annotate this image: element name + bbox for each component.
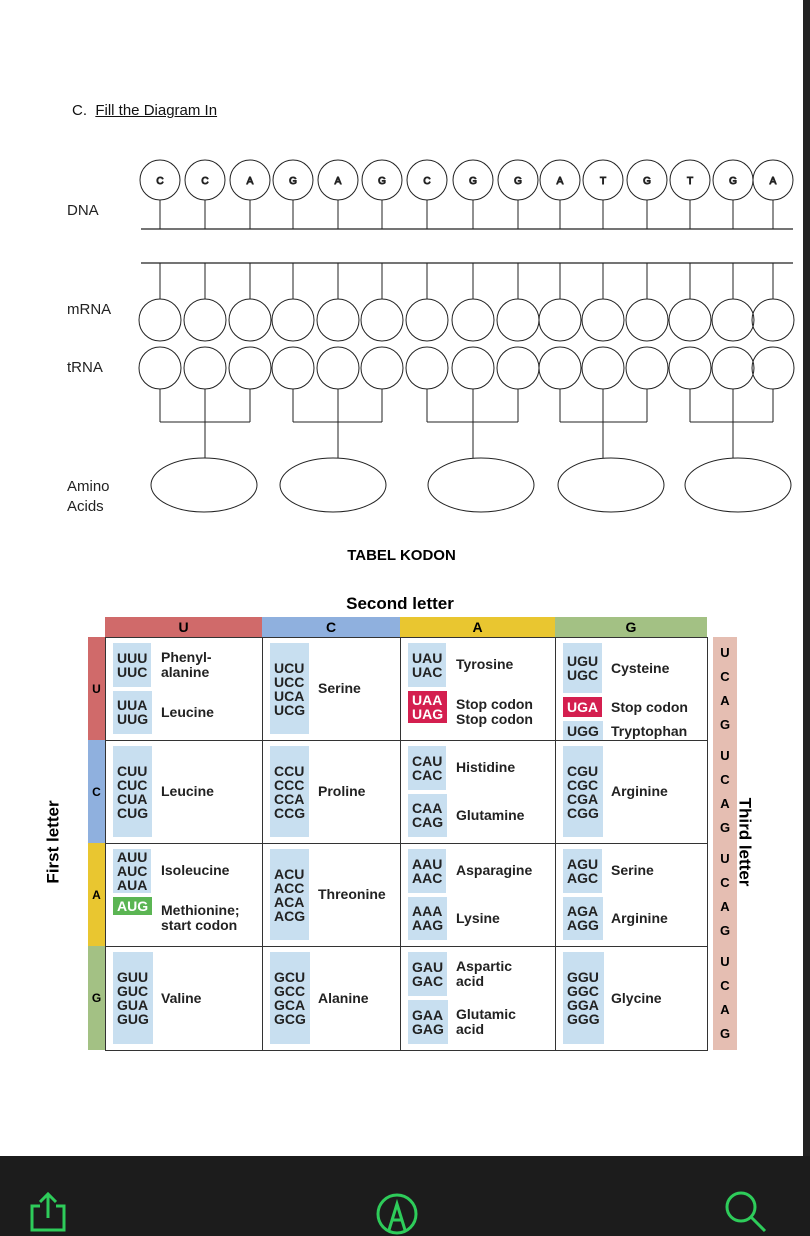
codon-box: UAA UAG bbox=[408, 691, 447, 723]
second-letter-header-U: U bbox=[105, 617, 262, 637]
third-letter-A: A bbox=[720, 693, 730, 708]
third-letter-C: C bbox=[720, 772, 730, 787]
codon-box: GUU GUC GUA GUG bbox=[113, 952, 153, 1044]
trna-blank-circle bbox=[229, 347, 271, 389]
amino-acid-name: Valine bbox=[161, 989, 202, 1006]
mrna-blank-circle bbox=[497, 299, 539, 341]
amino-acid-name: Leucine bbox=[161, 783, 214, 799]
amino-acid-name: Proline bbox=[318, 783, 366, 799]
codon-box: AUG bbox=[113, 897, 152, 915]
trna-blank-circle bbox=[406, 347, 448, 389]
third-letter-C: C bbox=[720, 978, 730, 993]
dna-base-label: C bbox=[201, 176, 209, 187]
dna-diagram bbox=[0, 0, 803, 530]
codon-box: ACU ACC ACA ACG bbox=[270, 849, 309, 940]
dna-base-label: G bbox=[514, 176, 522, 187]
mrna-blank-circle bbox=[317, 299, 359, 341]
dna-base-label: A bbox=[556, 176, 564, 187]
third-letter-G: G bbox=[719, 820, 731, 835]
amino-acid-name: Stop codon Stop codon bbox=[456, 696, 533, 728]
search-icon[interactable] bbox=[724, 1190, 768, 1234]
amino-acid-name: Cysteine bbox=[611, 659, 670, 676]
trna-blank-circle bbox=[712, 347, 754, 389]
mrna-blank-circle bbox=[582, 299, 624, 341]
mrna-blank-circle bbox=[712, 299, 754, 341]
mrna-label: mRNA bbox=[67, 301, 112, 318]
codon-box: AAU AAC bbox=[408, 849, 446, 893]
codon-box: UGU UGC bbox=[563, 643, 602, 693]
trna-blank-circle bbox=[497, 347, 539, 389]
screen-edge bbox=[803, 0, 810, 1156]
codon-box: AAA AAG bbox=[408, 897, 447, 941]
amino-acid-name: Phenyl- alanine bbox=[161, 648, 212, 680]
amino-acid-name: Glycine bbox=[611, 989, 662, 1006]
third-letter-U: U bbox=[720, 645, 730, 660]
third-letter-G: G bbox=[719, 1026, 731, 1041]
trna-blank-circle bbox=[452, 347, 494, 389]
third-letter-A: A bbox=[720, 796, 730, 811]
markup-icon[interactable] bbox=[375, 1192, 419, 1236]
amino-acid-name: Glutamic acid bbox=[456, 1006, 516, 1037]
amino-acid-blank-oval bbox=[558, 458, 664, 512]
amino-acid-name: Serine bbox=[318, 680, 361, 696]
codon-box: UUA UUG bbox=[113, 691, 152, 735]
third-letter-U: U bbox=[720, 748, 730, 763]
mrna-blank-circle bbox=[406, 299, 448, 341]
first-letter-label: First letter bbox=[43, 800, 63, 884]
codon-box: AUU AUC AUA bbox=[113, 849, 151, 893]
amino-acid-name: Glutamine bbox=[456, 806, 525, 823]
codon-box: GCU GCC GCA GCG bbox=[270, 952, 310, 1044]
amino-label: Amino bbox=[67, 478, 110, 495]
trna-blank-circle bbox=[272, 347, 314, 389]
amino-acid-name: Asparagine bbox=[456, 862, 533, 879]
mrna-blank-circle bbox=[272, 299, 314, 341]
amino-acid-name: Arginine bbox=[611, 909, 668, 926]
dna-base-label: A bbox=[334, 176, 342, 187]
dna-base-label: A bbox=[769, 176, 777, 187]
section-title: C. Fill the Diagram In bbox=[72, 102, 218, 119]
mrna-blank-circle bbox=[361, 299, 403, 341]
amino-acid-blank-oval bbox=[280, 458, 386, 512]
acids-label: Acids bbox=[67, 498, 104, 515]
second-letter-header-G: G bbox=[555, 617, 707, 637]
codon-box: AGU AGC bbox=[563, 849, 602, 893]
first-letter-U: U bbox=[88, 637, 105, 740]
codon-box: UGG bbox=[563, 721, 603, 741]
mrna-blank-circle bbox=[139, 299, 181, 341]
trna-blank-circle bbox=[626, 347, 668, 389]
third-letter-A: A bbox=[720, 1002, 730, 1017]
dna-base-label: G bbox=[378, 176, 386, 187]
amino-acid-name: Lysine bbox=[456, 909, 500, 926]
third-letter-G: G bbox=[719, 923, 731, 938]
amino-acid-name: Threonine bbox=[318, 886, 386, 902]
trna-blank-circle bbox=[361, 347, 403, 389]
third-letter-U: U bbox=[720, 954, 730, 969]
codon-box: CCU CCC CCA CCG bbox=[270, 746, 309, 837]
amino-acid-blank-oval bbox=[428, 458, 534, 512]
trna-blank-circle bbox=[582, 347, 624, 389]
dna-base-label: G bbox=[643, 176, 651, 187]
share-icon[interactable] bbox=[28, 1192, 68, 1232]
codon-box: GAU GAC bbox=[408, 952, 447, 996]
dna-base-label: G bbox=[469, 176, 477, 187]
mrna-blank-circle bbox=[669, 299, 711, 341]
amino-acid-name: Histidine bbox=[456, 759, 516, 776]
codon-box: AGA AGG bbox=[563, 897, 603, 941]
trna-blank-circle bbox=[317, 347, 359, 389]
amino-acid-name: Tyrosine bbox=[456, 656, 514, 673]
third-letter-column bbox=[713, 637, 737, 1050]
mrna-blank-circle bbox=[184, 299, 226, 341]
dna-base-label: T bbox=[686, 176, 694, 187]
trna-blank-circle bbox=[752, 347, 794, 389]
amino-acid-name: Stop codon bbox=[611, 698, 688, 715]
first-letter-C: C bbox=[88, 740, 105, 843]
amino-acid-name: Methionine; start codon bbox=[161, 902, 240, 934]
trna-blank-circle bbox=[139, 347, 181, 389]
mrna-blank-circle bbox=[626, 299, 668, 341]
second-letter-header-A: A bbox=[400, 617, 555, 637]
dna-base-label: T bbox=[599, 176, 607, 187]
table-title: TABEL KODON bbox=[347, 547, 456, 564]
amino-acid-name: Isoleucine bbox=[161, 862, 230, 879]
trna-blank-circle bbox=[669, 347, 711, 389]
dna-base-label: G bbox=[289, 176, 297, 187]
third-letter-U: U bbox=[720, 851, 730, 866]
mrna-blank-circle bbox=[752, 299, 794, 341]
trna-blank-circle bbox=[539, 347, 581, 389]
amino-acid-blank-oval bbox=[151, 458, 257, 512]
codon-box: CGU CGC CGA CGG bbox=[563, 746, 603, 837]
amino-acid-name: Aspartic acid bbox=[456, 958, 513, 989]
codon-box: CAU CAC bbox=[408, 746, 446, 790]
codon-box: CUU CUC CUA CUG bbox=[113, 746, 152, 837]
codon-box: GGU GGC GGA GGG bbox=[563, 952, 604, 1044]
mrna-blank-circle bbox=[452, 299, 494, 341]
amino-acid-name: Alanine bbox=[318, 989, 369, 1006]
dna-label: DNA bbox=[67, 202, 99, 219]
bottom-toolbar bbox=[0, 1156, 810, 1236]
codon-box: CAA CAG bbox=[408, 794, 447, 838]
dna-base-label: A bbox=[246, 176, 254, 187]
dna-base-label: G bbox=[729, 176, 737, 187]
first-letter-G: G bbox=[88, 946, 105, 1050]
third-letter-G: G bbox=[719, 717, 731, 732]
third-letter-A: A bbox=[720, 899, 730, 914]
trna-label: tRNA bbox=[67, 359, 103, 376]
codon-box: UUU UUC bbox=[113, 643, 151, 687]
amino-acid-name: Serine bbox=[611, 862, 654, 879]
trna-blank-circle bbox=[184, 347, 226, 389]
third-letter-C: C bbox=[720, 669, 730, 684]
mrna-blank-circle bbox=[539, 299, 581, 341]
second-letter-header-C: C bbox=[262, 617, 400, 637]
dna-base-label: C bbox=[156, 176, 164, 187]
third-letter-label: Third letter bbox=[735, 797, 755, 887]
codon-box: GAA GAG bbox=[408, 1000, 448, 1044]
codon-box: UCU UCC UCA UCG bbox=[270, 643, 309, 734]
second-letter-label: Second letter bbox=[346, 594, 454, 613]
amino-acid-name: Leucine bbox=[161, 703, 214, 720]
amino-acid-name: Tryptophan bbox=[611, 722, 688, 739]
codon-box: UAU UAC bbox=[408, 643, 446, 687]
amino-acid-name: Arginine bbox=[611, 783, 668, 799]
codon-box: UGA bbox=[563, 697, 602, 717]
amino-acid-blank-oval bbox=[685, 458, 791, 512]
mrna-blank-circle bbox=[229, 299, 271, 341]
third-letter-C: C bbox=[720, 875, 730, 890]
first-letter-A: A bbox=[88, 843, 105, 946]
dna-base-label: C bbox=[423, 176, 431, 187]
